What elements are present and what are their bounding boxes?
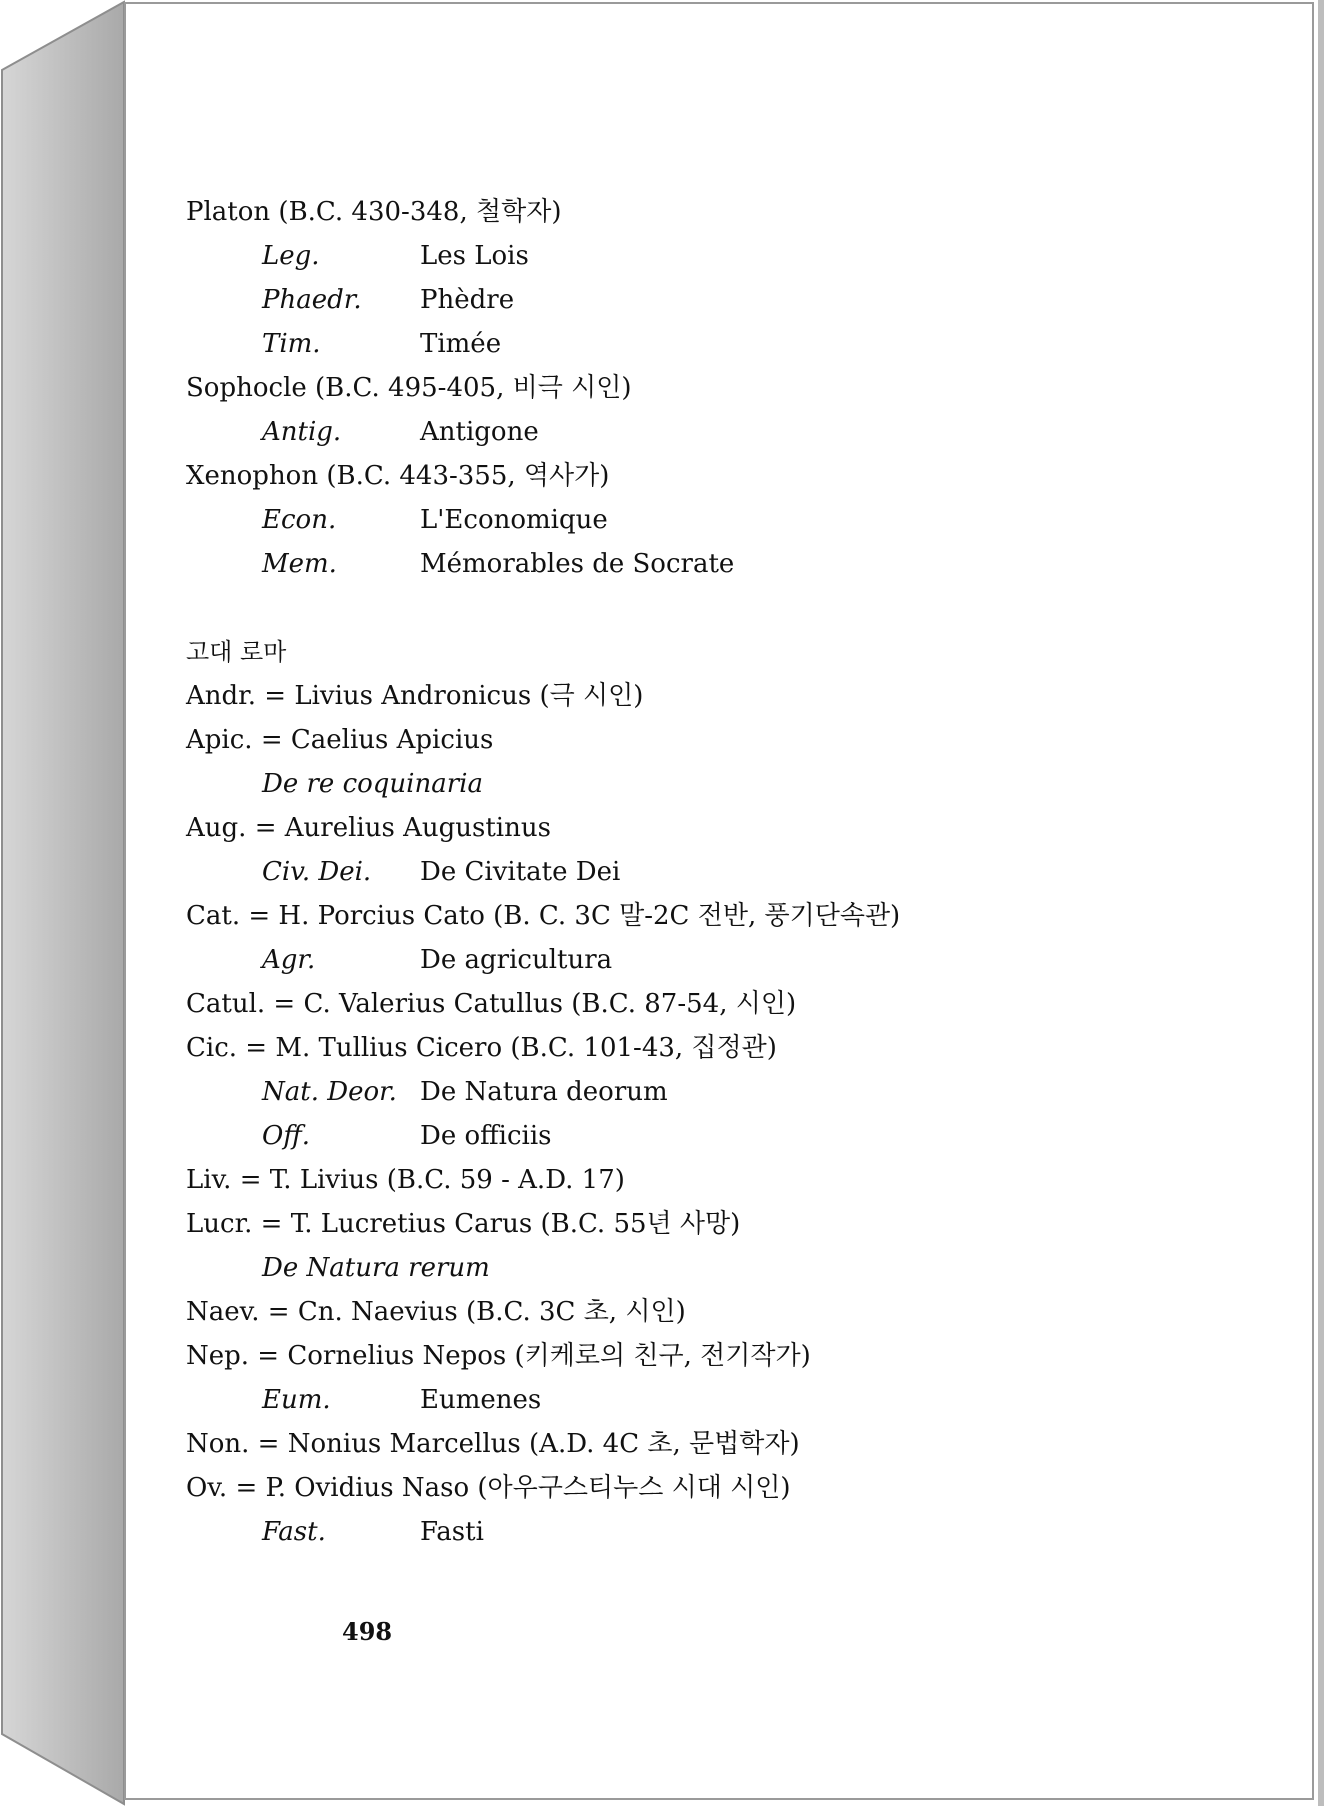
- work-abbreviation: Econ.: [262, 505, 337, 535]
- section-spacer: [186, 586, 1066, 630]
- work-abbreviation: Antig.: [262, 417, 342, 447]
- work-line: [186, 278, 1066, 322]
- work-title-italic: De re coquinaria: [262, 769, 483, 799]
- work-title: De Civitate Dei: [420, 857, 621, 887]
- work-title: Antigone: [420, 417, 539, 447]
- work-line: [186, 850, 1066, 894]
- work-line: [186, 1070, 1066, 1114]
- work-abbreviation: Mem.: [262, 549, 337, 579]
- work-line: [186, 542, 1066, 586]
- work-title: Timée: [420, 329, 502, 359]
- work-line: [186, 1378, 1066, 1422]
- work-title: De Natura deorum: [420, 1077, 668, 1107]
- author-entry-andr: Andr. = Livius Andronicus (극 시인): [186, 681, 644, 711]
- section-heading-ancient-rome: 고대 로마: [186, 638, 287, 666]
- work-abbreviation: Civ. Dei.: [262, 857, 372, 887]
- author-entry-liv: Liv. = T. Livius (B.C. 59 - A.D. 17): [186, 1165, 625, 1195]
- work-title: De agricultura: [420, 945, 613, 975]
- work-line: [186, 410, 1066, 454]
- author-entry-cat: Cat. = H. Porcius Cato (B. C. 3C 말-2C 전반, 풍기단속관): [186, 901, 901, 931]
- abbreviation-list: [186, 190, 1066, 1554]
- work-abbreviation: Tim.: [262, 329, 321, 359]
- work-title: Phèdre: [420, 285, 515, 315]
- author-entry-naev: Naev. = Cn. Naevius (B.C. 3C 초, 시인): [186, 1297, 686, 1327]
- author-entry-nep: Nep. = Cornelius Nepos (키케로의 친구, 전기작가): [186, 1341, 811, 1371]
- work-title-italic: De Natura rerum: [262, 1253, 490, 1283]
- page-number: 498: [342, 1617, 393, 1646]
- work-abbreviation: Eum.: [262, 1385, 331, 1415]
- work-title: Mémorables de Socrate: [420, 549, 735, 579]
- work-abbreviation: Nat. Deor.: [262, 1077, 397, 1107]
- author-entry-apic: Apic. = Caelius Apicius: [186, 725, 494, 755]
- work-abbreviation: Phaedr.: [262, 285, 362, 315]
- work-abbreviation: Agr.: [262, 945, 316, 975]
- work-line: [186, 938, 1066, 982]
- work-line: [186, 234, 1066, 278]
- author-entry-ov: Ov. = P. Ovidius Naso (아우구스티누스 시대 시인): [186, 1473, 791, 1503]
- work-abbreviation: Fast.: [262, 1517, 326, 1547]
- author-entry-sophocle: Sophocle (B.C. 495-405, 비극 시인): [186, 373, 632, 403]
- work-line: [186, 498, 1066, 542]
- work-line: [186, 1510, 1066, 1554]
- author-entry-non: Non. = Nonius Marcellus (A.D. 4C 초, 문법학자): [186, 1429, 800, 1459]
- page-edge-shadow: [1318, 0, 1324, 1806]
- author-entry-lucr: Lucr. = T. Lucretius Carus (B.C. 55년 사망): [186, 1209, 741, 1239]
- author-entry-catul: Catul. = C. Valerius Catullus (B.C. 87-54, 시인): [186, 989, 797, 1019]
- work-line: [186, 322, 1066, 366]
- author-entry-cic: Cic. = M. Tullius Cicero (B.C. 101-43, 집정관): [186, 1033, 777, 1063]
- work-title: L'Economique: [420, 505, 608, 535]
- author-entry-aug: Aug. = Aurelius Augustinus: [186, 813, 551, 843]
- author-entry-xenophon: Xenophon (B.C. 443-355, 역사가): [186, 461, 610, 491]
- work-line: [186, 1114, 1066, 1158]
- work-title: De officiis: [420, 1121, 552, 1151]
- work-abbreviation: Off.: [262, 1121, 311, 1151]
- work-abbreviation: Leg.: [262, 241, 320, 271]
- work-title: Fasti: [420, 1517, 484, 1547]
- author-entry-platon: Platon (B.C. 430-348, 철학자): [186, 197, 562, 227]
- work-title: Les Lois: [420, 241, 529, 271]
- work-title: Eumenes: [420, 1385, 542, 1415]
